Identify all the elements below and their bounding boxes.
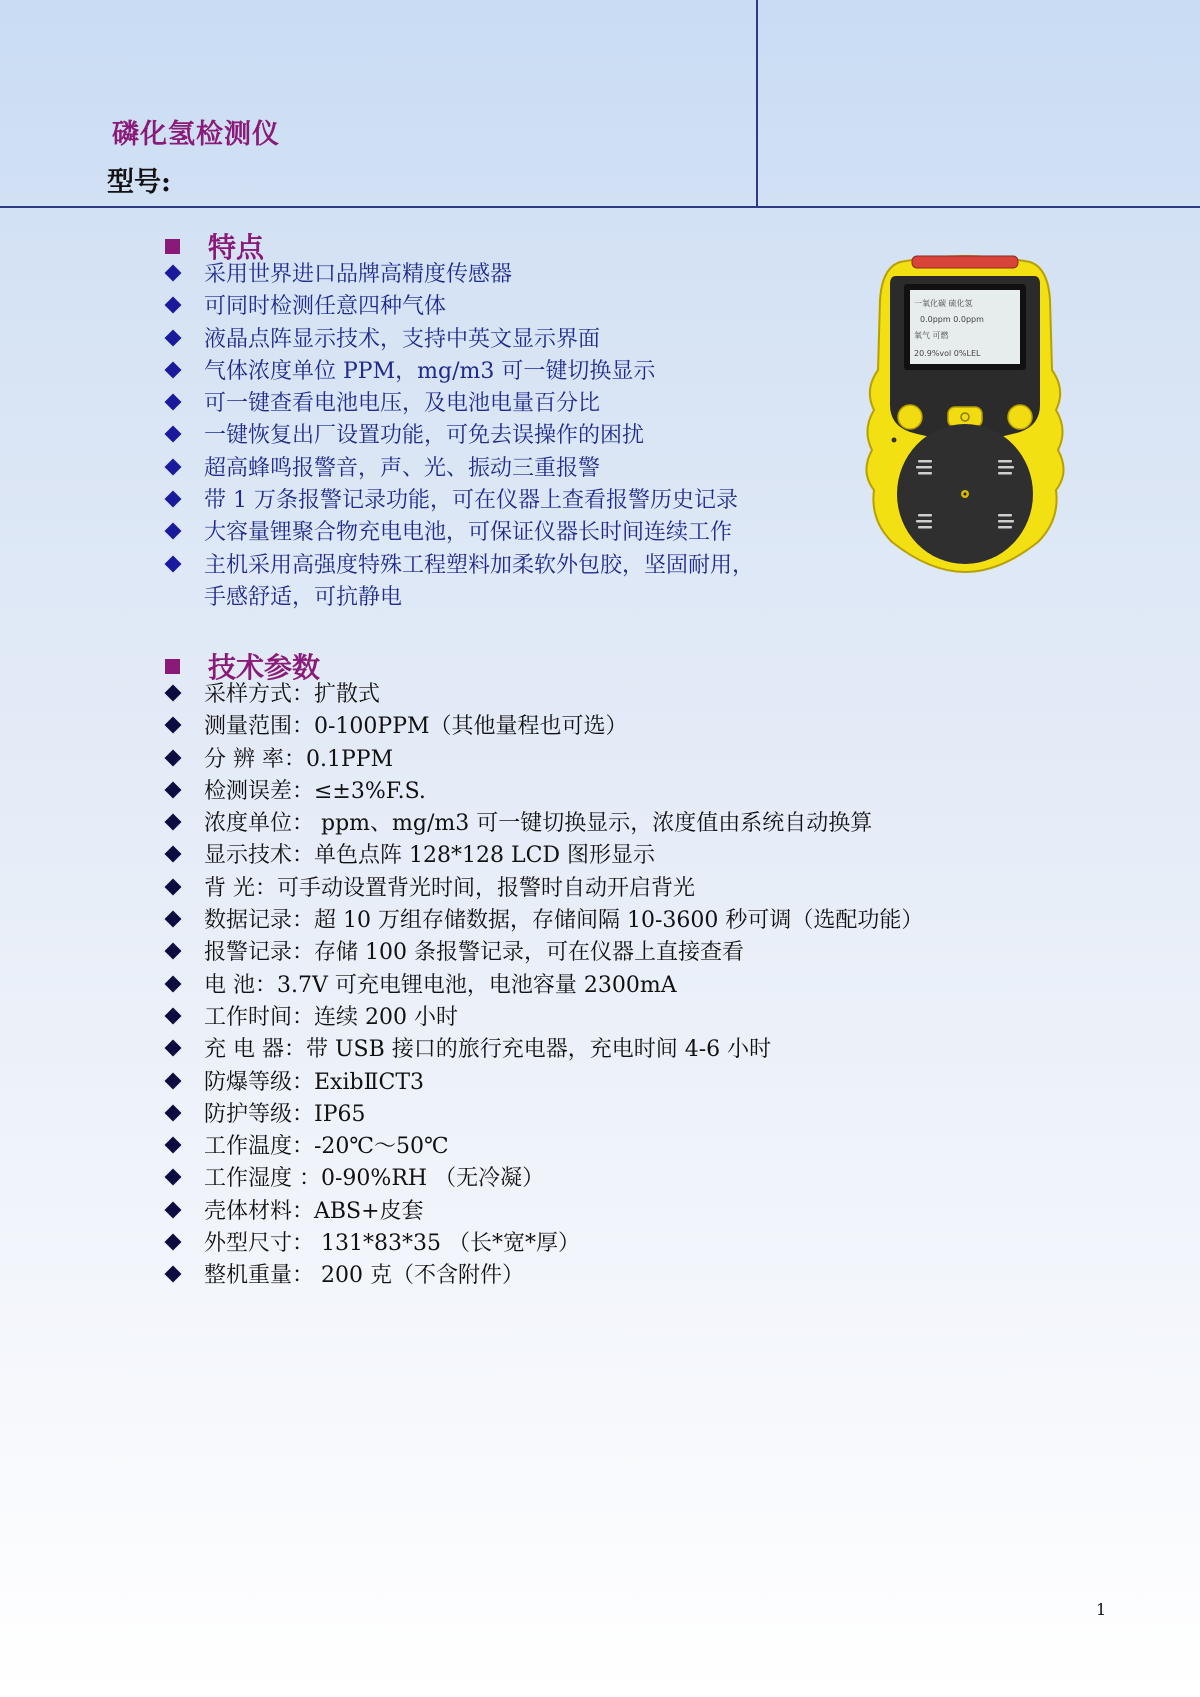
spec-item-text: 充 电 器：带 USB 接口的旅行充电器，充电时间 4-6 小时 (204, 1037, 772, 1063)
feature-item-continuation: 手感舒适，可抗静电 (204, 584, 403, 610)
diamond-bullet-icon (165, 749, 182, 766)
diamond-bullet-icon (165, 943, 182, 960)
spec-item (165, 1260, 1025, 1292)
spec-item (165, 970, 1025, 1002)
feature-item-text: 采用世界进口品牌高精度传感器 (204, 262, 513, 287)
spec-item (165, 1196, 1025, 1228)
feature-item (165, 388, 805, 420)
feature-item-text: 液晶点阵显示技术，支持中英文显示界面 (204, 326, 601, 352)
diamond-bullet-icon (165, 329, 182, 346)
feature-item (165, 485, 805, 517)
spec-item-text: 外型尺寸： 131*83*35 （长*宽*厚） (204, 1231, 580, 1257)
feature-item (165, 453, 805, 485)
spec-item (165, 711, 1025, 743)
spec-item (165, 1228, 1025, 1260)
spec-item (165, 1099, 1025, 1131)
spec-item-text: 电 池：3.7V 可充电锂电池，电池容量 2300mA (204, 972, 677, 998)
spec-item (165, 873, 1025, 905)
spec-item-text: 采样方式：扩散式 (204, 682, 381, 707)
spec-item (165, 1067, 1025, 1099)
diamond-bullet-icon (165, 1266, 182, 1283)
diamond-bullet-icon (165, 814, 182, 831)
diamond-bullet-icon (165, 1201, 182, 1218)
square-bullet-icon (165, 239, 180, 254)
feature-item (165, 324, 805, 356)
diamond-bullet-icon (165, 297, 182, 314)
feature-item (165, 420, 805, 452)
diamond-bullet-icon (165, 717, 182, 734)
specs-list (165, 679, 1025, 1293)
feature-item (165, 550, 805, 615)
diamond-bullet-icon (165, 523, 182, 540)
header-horizontal-rule (0, 206, 1200, 208)
spec-item-text: 防护等级：IP65 (204, 1101, 366, 1127)
diamond-bullet-icon (165, 1072, 182, 1089)
diamond-bullet-icon (165, 426, 182, 443)
spec-item (165, 905, 1025, 937)
spec-item-text: 工作温度：-20℃～50℃ (204, 1134, 449, 1160)
spec-item-text: 分 辨 率：0.1PPM (204, 746, 394, 772)
diamond-bullet-icon (165, 1007, 182, 1024)
diamond-bullet-icon (165, 555, 182, 572)
spec-item-text: 浓度单位： ppm、mg/m3 可一键切换显示，浓度值由系统自动换算 (204, 811, 873, 837)
model-label: 型号: (107, 167, 171, 198)
spec-item (165, 937, 1025, 969)
spec-item-text: 工作湿度 ：0-90%RH （无冷凝） (204, 1166, 545, 1192)
spec-item-text: 数据记录：超 10 万组存储数据，存储间隔 10-3600 秒可调（选配功能） (204, 908, 924, 934)
spec-item (165, 840, 1025, 872)
feature-item (165, 517, 805, 549)
square-bullet-icon (165, 659, 180, 674)
gas-detector-device-image (860, 250, 1070, 575)
spec-item-text: 报警记录：存储 100 条报警记录，可在仪器上直接查看 (204, 940, 744, 966)
features-heading-label: 特点 (208, 231, 265, 264)
product-title: 磷化氢检测仪 (112, 119, 280, 150)
spec-item-text: 壳体材料：ABS+皮套 (204, 1198, 424, 1224)
feature-item-text: 超高蜂鸣报警音，声、光、振动三重报警 (204, 455, 601, 481)
feature-item (165, 291, 805, 323)
diamond-bullet-icon (165, 361, 182, 378)
header-vertical-rule (756, 0, 758, 207)
feature-item-text: 主机采用高强度特殊工程塑料加柔软外包胶，坚固耐用， (204, 552, 755, 578)
device-screen-line: 氧气 可燃 (914, 331, 949, 340)
spec-item-text: 检测误差：≤±3%F.S. (204, 778, 426, 804)
diamond-bullet-icon (165, 1169, 182, 1186)
diamond-bullet-icon (165, 781, 182, 798)
feature-item-text: 气体浓度单位 PPM，mg/m3 可一键切换显示 (204, 358, 656, 384)
device-screen-line: 0.0ppm 0.0ppm (920, 315, 984, 324)
spec-item-text: 工作时间：连续 200 小时 (204, 1004, 458, 1030)
spec-item (165, 1131, 1025, 1163)
feature-item (165, 259, 805, 291)
spec-item (165, 1002, 1025, 1034)
diamond-bullet-icon (165, 458, 182, 475)
diamond-bullet-icon (165, 878, 182, 895)
spec-item (165, 776, 1025, 808)
feature-item-text: 一键恢复出厂设置功能，可免去误操作的困扰 (204, 423, 645, 449)
diamond-bullet-icon (165, 911, 182, 928)
spec-item-text: 整机重量： 200 克（不含附件） (204, 1263, 524, 1289)
spec-item (165, 1163, 1025, 1195)
diamond-bullet-icon (165, 1040, 182, 1057)
device-screen-line: 20.9%vol 0%LEL (914, 349, 981, 358)
feature-item-text: 可一键查看电池电压，及电池电量百分比 (204, 391, 601, 417)
spec-item-text: 显示技术：单色点阵 128*128 LCD 图形显示 (204, 843, 656, 869)
diamond-bullet-icon (165, 265, 182, 282)
diamond-bullet-icon (165, 975, 182, 992)
spec-item-text: 测量范围：0-100PPM（其他量程也可选） (204, 714, 628, 740)
features-list (165, 259, 805, 614)
feature-item-text: 可同时检测任意四种气体 (204, 294, 447, 320)
page-number: 1 (1096, 1600, 1107, 1619)
diamond-bullet-icon (165, 491, 182, 508)
spec-item (165, 744, 1025, 776)
spec-item (165, 679, 1025, 711)
feature-item-text: 大容量锂聚合物充电电池，可保证仪器长时间连续工作 (204, 520, 733, 546)
feature-item-text: 带 1 万条报警记录功能，可在仪器上查看报警历史记录 (204, 488, 738, 514)
diamond-bullet-icon (165, 1104, 182, 1121)
specs-heading-label: 技术参数 (208, 651, 321, 684)
device-screen-line: 一氧化碳 硫化氢 (914, 299, 973, 308)
diamond-bullet-icon (165, 1234, 182, 1251)
spec-item-text: 防爆等级：ExibⅡCT3 (204, 1069, 425, 1095)
diamond-bullet-icon (165, 394, 182, 411)
diamond-bullet-icon (165, 1137, 182, 1154)
spec-item (165, 808, 1025, 840)
diamond-bullet-icon (165, 846, 182, 863)
spec-item (165, 1034, 1025, 1066)
feature-item (165, 356, 805, 388)
diamond-bullet-icon (165, 685, 182, 702)
spec-item-text: 背 光：可手动设置背光时间，报警时自动开启背光 (204, 875, 695, 901)
